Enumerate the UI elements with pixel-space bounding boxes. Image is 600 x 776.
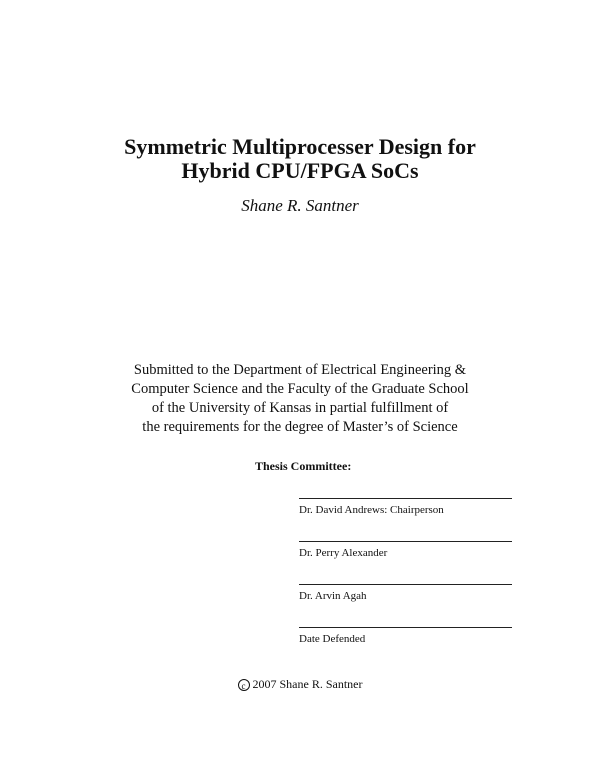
submission-line: Submitted to the Department of Electrical Engineering & <box>133 362 467 378</box>
signature-block-member-2 <box>299 584 512 603</box>
signature-block-member-1 <box>299 541 512 560</box>
signature-block-date-defended <box>299 627 512 646</box>
copyright-icon: c <box>238 679 250 691</box>
copyright-text: 2007 Shane R. Santner <box>252 677 363 691</box>
signature-line <box>299 627 512 628</box>
signature-label: Dr. Arvin Agah <box>299 590 367 602</box>
signature-line <box>299 584 512 585</box>
signature-label: Date Defended <box>299 633 366 645</box>
signature-label: Dr. Perry Alexander <box>299 547 388 559</box>
copyright-notice <box>0 677 600 691</box>
submission-line: the requirements for the degree of Master’s of Science <box>142 419 458 435</box>
author-name: Shane R. Santner <box>241 196 359 215</box>
submission-statement <box>0 361 600 437</box>
submission-line: of the University of Kansas in partial fulfillment of <box>151 400 449 416</box>
submission-line: Computer Science and the Faculty of the Graduate School <box>131 381 469 397</box>
signature-line <box>299 541 512 542</box>
thesis-title-line-1: Symmetric Multiprocesser Design for <box>124 134 476 159</box>
signature-block-chairperson <box>299 498 512 517</box>
committee-heading: Thesis Committee: <box>255 459 352 473</box>
signature-label: Dr. David Andrews: Chairperson <box>299 504 444 516</box>
signature-line <box>299 498 512 499</box>
thesis-title-line-2: Hybrid CPU/FPGA SoCs <box>181 158 419 183</box>
